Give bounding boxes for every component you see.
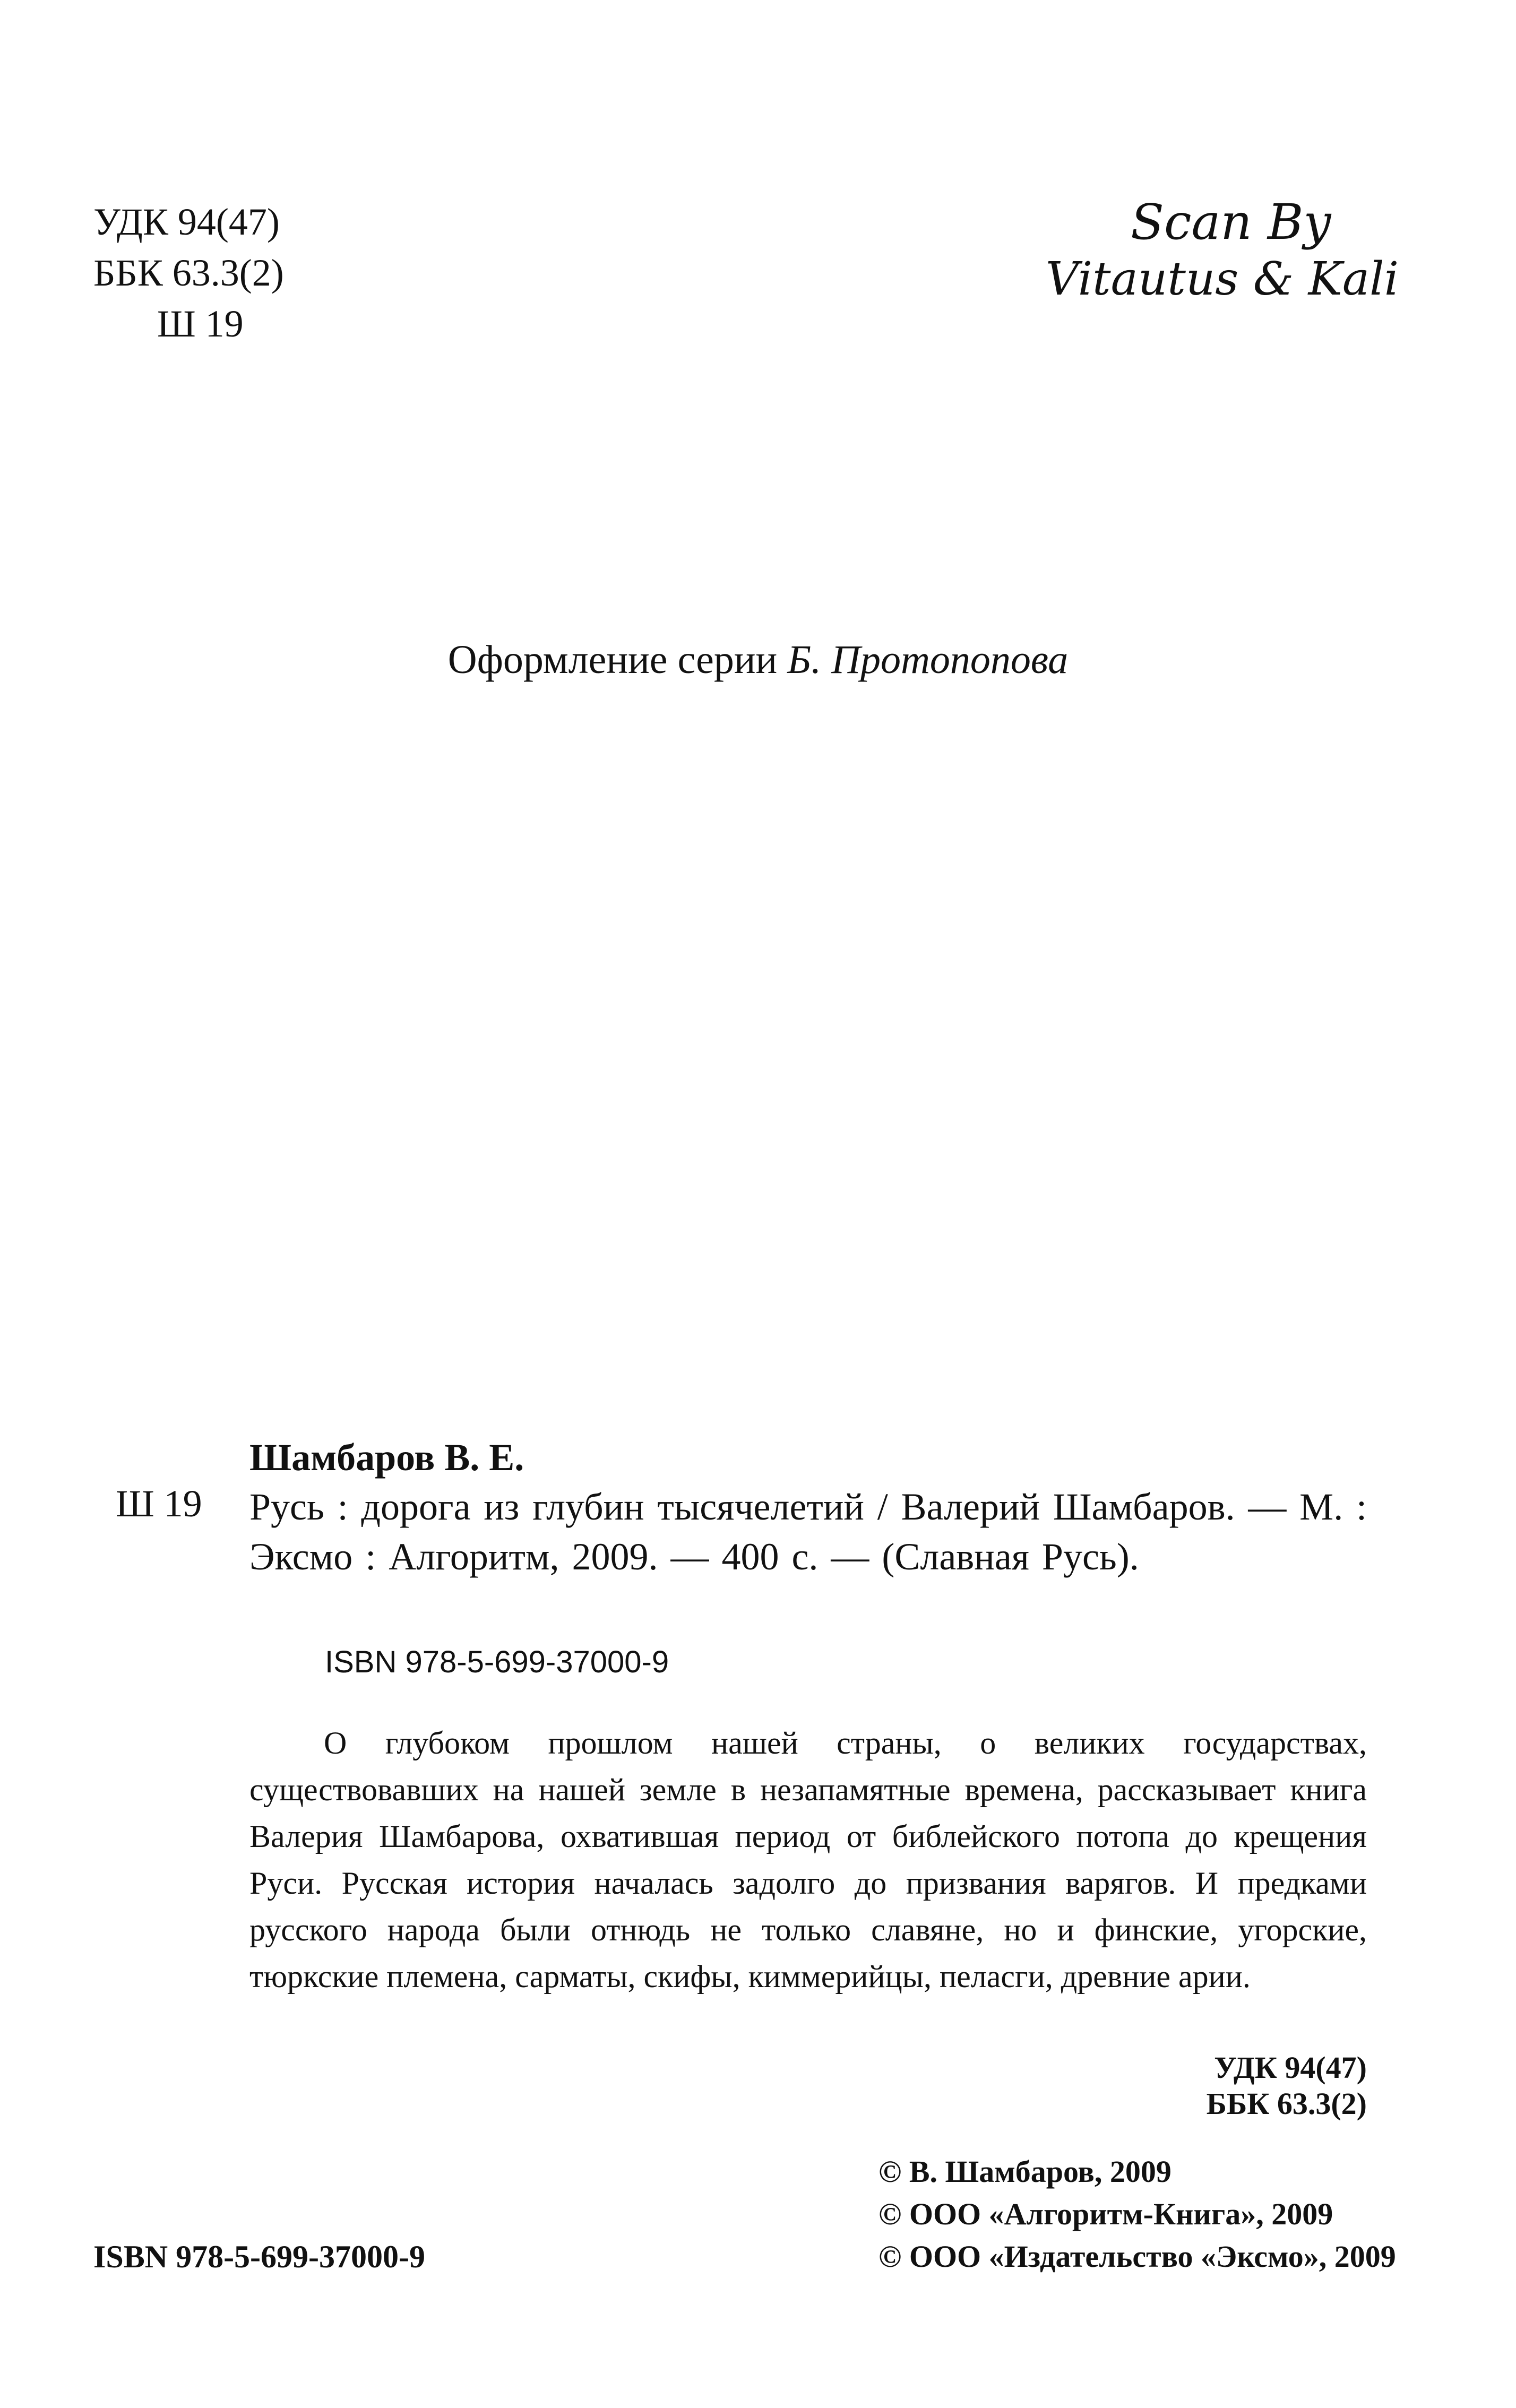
- annotation-text: О глубоком прошлом нашей страны, о великих государствах, существовавших на нашей земле в незапамятные времена, рассказывает книга Валерия Шамбарова, охватившая период от библейского потопа до крещения Руси. Русская история началась задолго до призвания варягов. И предками русского народа были отнюдь не только славяне, но и финские, угорские, тюркские племена, сарматы, скифы, киммерийцы, пеласги, древние арии.: [249, 1725, 1367, 1994]
- bbk-code-right: ББК 63.3(2): [1206, 2086, 1367, 2121]
- series-credit: [0, 637, 1516, 683]
- udk-code: УДК 94(47): [93, 201, 280, 243]
- bbk-code: ББК 63.3(2): [93, 252, 284, 294]
- copyright-line: © В. Шамбаров, 2009: [878, 2154, 1172, 2189]
- udk-code-right: УДК 94(47): [1214, 2050, 1367, 2085]
- bibliographic-entry: Русь : дорога из глубин тысячелетий / Валерий Шамбаров. — М. : Эксмо : Алгоритм, 2009. — 400 с. — (Славная Русь).: [249, 1486, 1367, 1578]
- author-name: Шамбаров В. Е.: [249, 1436, 524, 1479]
- series-designer: Б. Протопопова: [787, 637, 1069, 682]
- classification-codes: [93, 196, 284, 349]
- signature-line-1: Scan By: [1131, 194, 1331, 251]
- classification-codes-right: [1147, 2050, 1367, 2122]
- copyright-block: [878, 2151, 1396, 2278]
- signature-line-2: Vitautus & Kali: [1046, 253, 1399, 306]
- isbn-entry: ISBN 978-5-699-37000-9: [325, 1645, 669, 1679]
- author-mark: Ш 19: [157, 303, 244, 345]
- copyright-line: © ООО «Издательство «Эксмо», 2009: [878, 2239, 1396, 2274]
- isbn-bottom: ISBN 978-5-699-37000-9: [93, 2239, 425, 2274]
- copyright-line: © ООО «Алгоритм-Книга», 2009: [878, 2197, 1333, 2231]
- series-credit-prefix: Оформление серии: [447, 637, 778, 682]
- scan-signature: [1040, 188, 1423, 321]
- author-mark-left: Ш 19: [116, 1482, 202, 1525]
